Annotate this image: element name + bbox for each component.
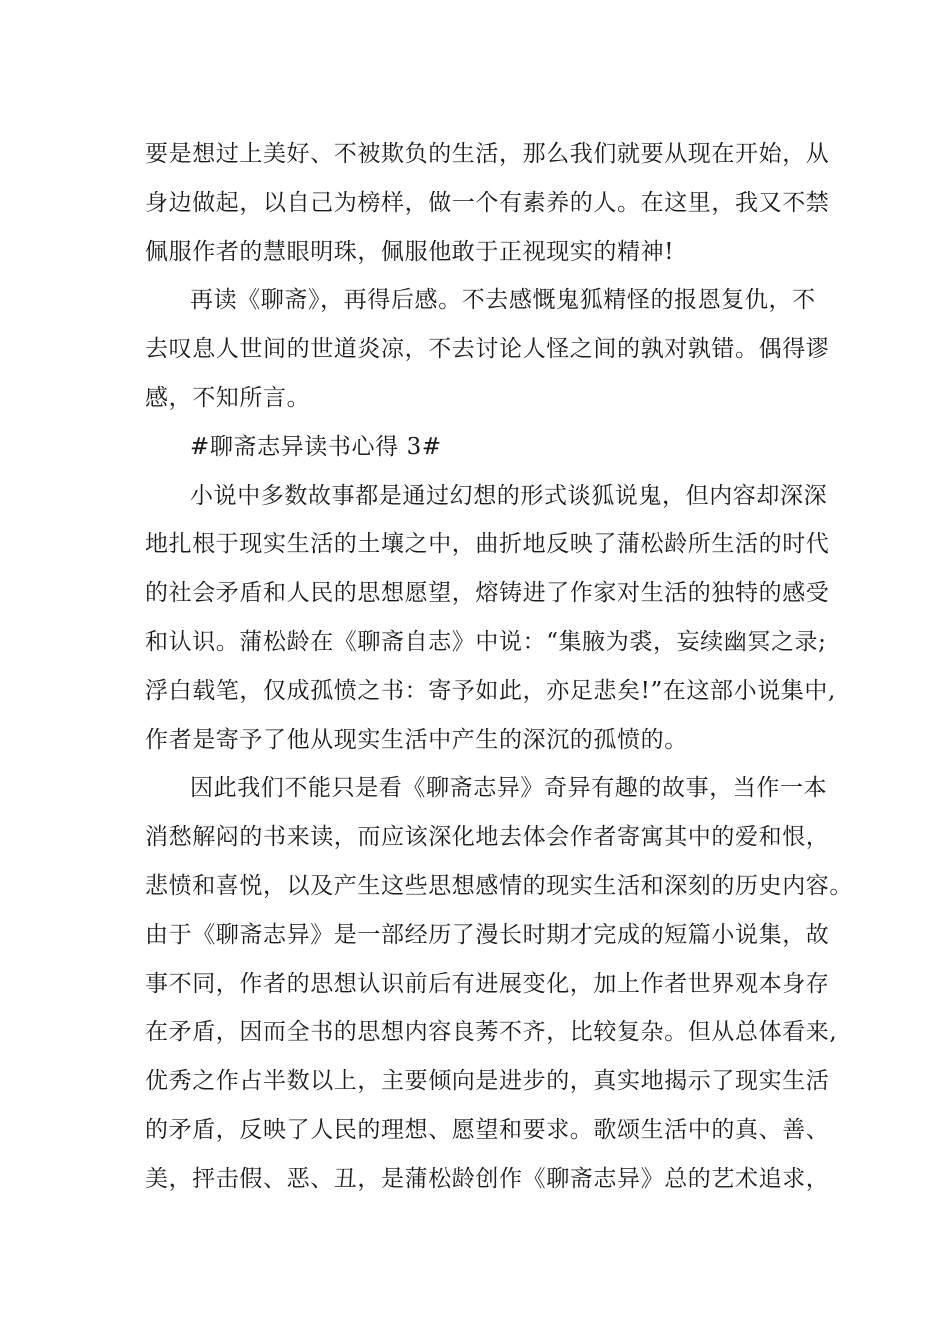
text-line: 在矛盾，因而全书的思想内容良莠不齐，比较复杂。但从总体看来,	[145, 1019, 838, 1046]
text-line: 悲愤和喜悦，以及产生这些思想感情的现实生活和深刻的历史内容。	[145, 872, 853, 899]
paragraph-start-line: 再读《聊斋》，再得后感。不去感慨鬼狐精怪的报恩复仇，不	[190, 287, 816, 314]
text-line: 美，抨击假、恶、丑，是蒲松龄创作《聊斋志异》总的艺术追求，	[145, 1165, 830, 1192]
text-line: 由于《聊斋志异》是一部经历了漫长时期才完成的短篇小说集，故	[145, 921, 830, 948]
text-line: 感，不知所言。	[145, 384, 311, 411]
text-line: 去叹息人世间的世道炎凉，不去讨论人怪之间的孰对孰错。偶得谬	[145, 336, 830, 363]
paragraph-start-line: 小说中多数故事都是通过幻想的形式谈狐说鬼，但内容却深深	[190, 482, 828, 509]
text-line: 的社会矛盾和人民的思想愿望，熔铸进了作家对生活的独特的感受	[145, 580, 830, 607]
text-line: 消愁解闷的书来读，而应该深化地去体会作者寄寓其中的爱和恨，	[145, 824, 830, 851]
text-line: 要是想过上美好、不被欺负的生活，那么我们就要从现在开始，从	[145, 141, 830, 167]
text-line: 身边做起，以自己为榜样，做一个有素养的人。在这里，我又不禁	[145, 189, 830, 216]
text-line: 浮白载笔，仅成孤愤之书：寄予如此，亦足悲矣!”在这部小说集中,	[145, 677, 836, 704]
text-line: 和认识。蒲松龄在《聊斋自志》中说：“集腋为裘，妄续幽冥之录;	[145, 628, 827, 655]
text-line: 作者是寄予了他从现实生活中产生的深沉的孤愤的。	[145, 726, 688, 753]
section-heading: #聊斋志异读书心得 3#	[190, 433, 442, 460]
text-line: 地扎根于现实生活的土壤之中，曲折地反映了蒲松龄所生活的时代	[145, 531, 830, 558]
document-body	[145, 130, 853, 1204]
text-line: 佩服作者的慧眼明珠，佩服他敢于正视现实的精神!	[145, 238, 675, 265]
text-line: 优秀之作占半数以上，主要倾向是进步的，真实地揭示了现实生活	[145, 1068, 830, 1095]
text-line: 事不同，作者的思想认识前后有进展变化，加上作者世界观本身存	[145, 970, 830, 997]
paragraph-start-line: 因此我们不能只是看《聊斋志异》奇异有趣的故事，当作一本	[190, 775, 828, 802]
text-line: 的矛盾，反映了人民的理想、愿望和要求。歌颂生活中的真、善、	[145, 1116, 830, 1143]
